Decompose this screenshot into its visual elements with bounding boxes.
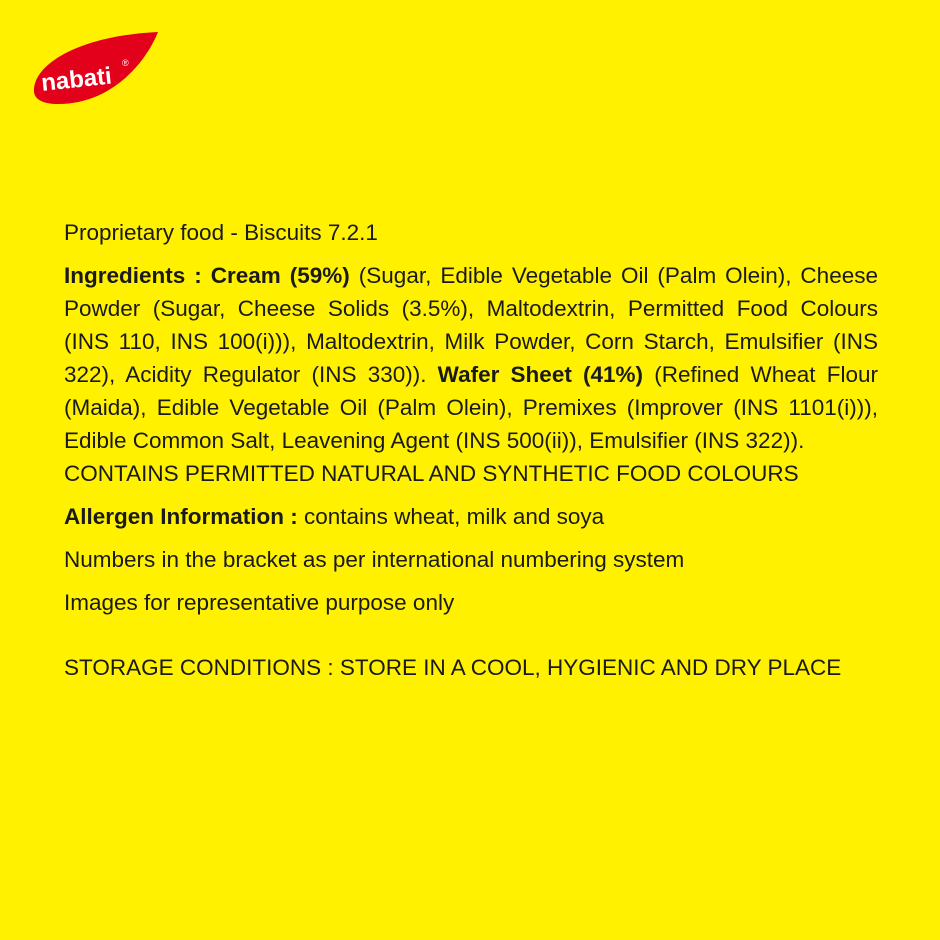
cream-ingredients: (Sugar, Edible Vegetable Oil (Palm Olein), Cheese Powder (Sugar, Cheese Solids (3.5%), Maltodextrin, Permitted Food Colours (INS 110, INS 100(i))), Maltodextrin, Milk Powder, Corn Starch, Emulsifier (INS 322), Acidity Regulator (INS 330)).: [64, 263, 878, 387]
ingredients-heading: Ingredients :: [64, 263, 211, 288]
nabati-logo: [28, 30, 160, 110]
allergen-heading: Allergen Information :: [64, 504, 305, 529]
wafer-label: Wafer Sheet (41%): [437, 362, 644, 387]
nabati-logo-mark: [28, 30, 160, 110]
ingredients-paragraph: [64, 259, 878, 457]
cream-label: Cream (59%): [210, 263, 350, 288]
allergen-information: [64, 500, 878, 533]
food-category: Proprietary food - Biscuits 7.2.1: [64, 220, 378, 245]
wafer-ingredients: (Refined Wheat Flour (Maida), Edible Vegetable Oil (Palm Olein), Premixes (Improver (INS 1101(i))), Edible Common Salt, Leavening Agent (INS 500(ii)), Emulsifier (INS 322)).: [64, 362, 878, 453]
logo-wordmark: nabati: [39, 62, 114, 97]
image-note: Images for representative purpose only: [64, 590, 455, 615]
registered-mark: ®: [122, 58, 129, 68]
allergen-text: contains wheat, milk and soya: [304, 504, 605, 529]
label-text-block: [64, 216, 878, 684]
storage-conditions: STORAGE CONDITIONS : STORE IN A COOL, HYGIENIC AND DRY PLACE: [64, 655, 842, 680]
colours-notice: CONTAINS PERMITTED NATURAL AND SYNTHETIC FOOD COLOURS: [64, 461, 799, 486]
numbering-note: Numbers in the bracket as per international numbering system: [64, 547, 685, 572]
